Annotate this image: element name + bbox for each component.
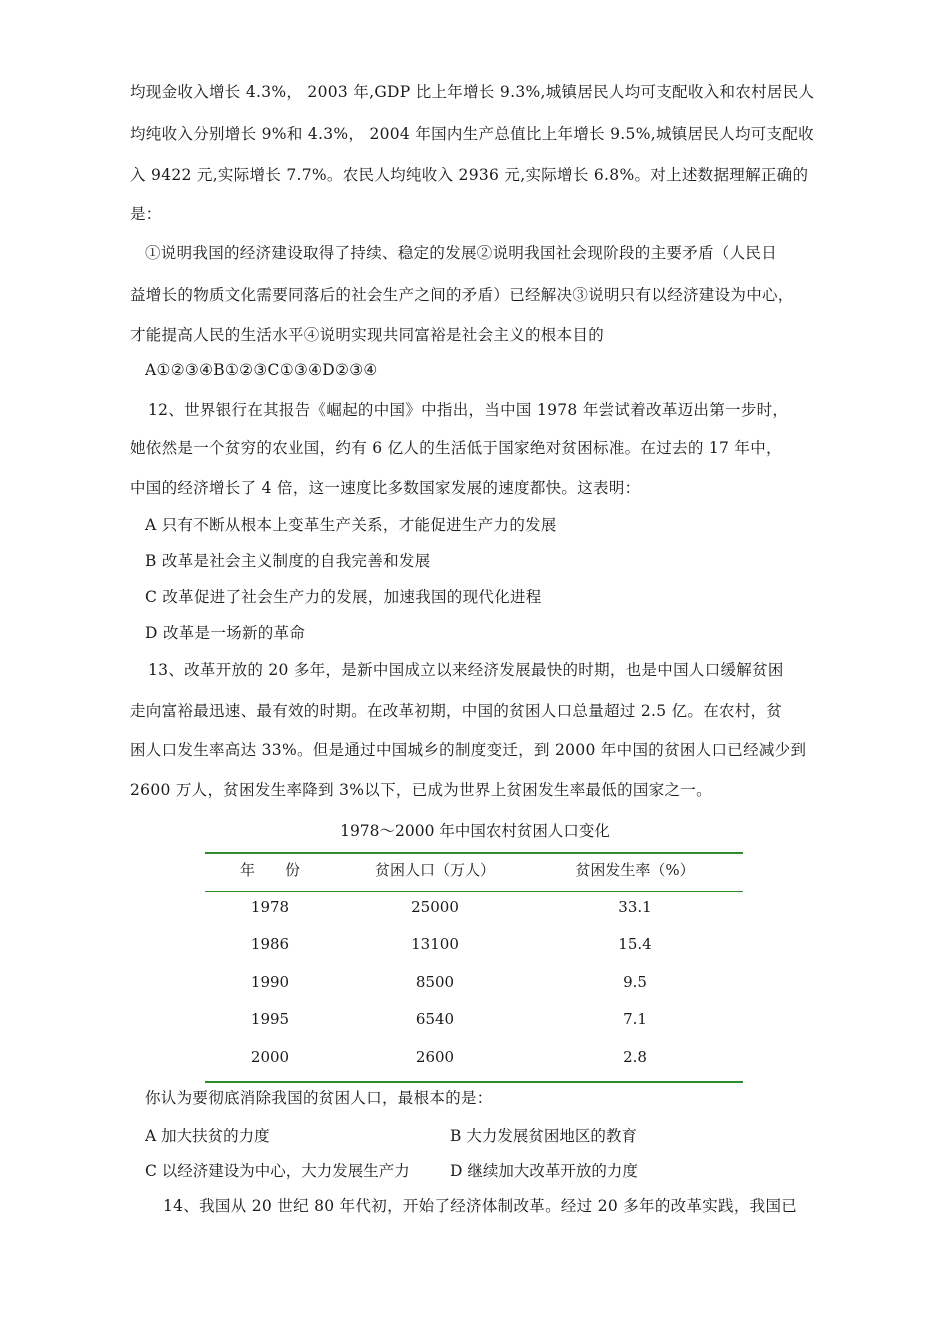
table-cell-rate: 7.1 bbox=[623, 1010, 647, 1028]
table-cell-population: 8500 bbox=[415, 973, 455, 991]
paragraph-line: 2600 万人，贫困发生率降到 3%以下，已成为世界上贫困发生率最低的国家之一。 bbox=[130, 781, 712, 799]
table-cell-rate: 15.4 bbox=[618, 935, 652, 953]
paragraph-line: 是： bbox=[130, 205, 162, 223]
table-cell-year: 1978 bbox=[250, 898, 290, 916]
paragraph-line: 均纯收入分别增长 9%和 4.3%， 2004 年国内生产总值比上年增长 9.5%,城镇居民人均可支配收 bbox=[130, 125, 814, 143]
paragraph-line: 才能提高人民的生活水平④说明实现共同富裕是社会主义的根本目的 bbox=[130, 326, 605, 344]
table-cell-population: 25000 bbox=[411, 898, 459, 916]
table-cell-rate: 2.8 bbox=[623, 1048, 647, 1066]
paragraph-line: 中国的经济增长了 4 倍，这一速度比多数国家发展的速度都快。这表明： bbox=[130, 479, 641, 497]
table-top-rule bbox=[205, 852, 743, 854]
table-cell-population: 6540 bbox=[415, 1010, 455, 1028]
table-cell-year: 2000 bbox=[250, 1048, 290, 1066]
option-d: D 改革是一场新的革命 bbox=[145, 624, 306, 642]
question-13-line: 13、改革开放的 20 多年，是新中国成立以来经济发展最快的时期，也是中国人口缓解贫困 bbox=[148, 661, 784, 679]
table-cell-year: 1986 bbox=[250, 935, 290, 953]
table-caption: 1978～2000 年中国农村贫困人口变化 bbox=[340, 822, 610, 840]
option-c: C 以经济建设为中心，大力发展生产力 bbox=[145, 1162, 410, 1180]
paragraph-line: 困人口发生率高达 33%。但是通过中国城乡的制度变迁，到 2000 年中国的贫困人口已经减少到 bbox=[130, 741, 807, 759]
table-cell-year: 1990 bbox=[250, 973, 290, 991]
option-b: B 改革是社会主义制度的自我完善和发展 bbox=[145, 552, 431, 570]
option-a: A 只有不断从根本上变革生产关系，才能促进生产力的发展 bbox=[145, 516, 557, 534]
question-line: 你认为要彻底消除我国的贫困人口，最根本的是： bbox=[145, 1089, 493, 1107]
paragraph-line: ①说明我国的经济建设取得了持续、稳定的发展②说明我国社会现阶段的主要矛盾（人民日 bbox=[145, 244, 778, 262]
table-cell-rate: 9.5 bbox=[623, 973, 647, 991]
table-cell-population: 2600 bbox=[415, 1048, 455, 1066]
table-header-population: 贫困人口（万人） bbox=[374, 861, 496, 879]
table-header-year: 年 份 bbox=[239, 861, 301, 879]
table-cell-population: 13100 bbox=[411, 935, 459, 953]
paragraph-line: 走向富裕最迅速、最有效的时期。在改革初期，中国的贫困人口总量超过 2.5 亿。在农村，贫 bbox=[130, 702, 783, 720]
table-header-rate: 贫困发生率（%） bbox=[575, 861, 695, 879]
paragraph-line: 益增长的物质文化需要同落后的社会生产之间的矛盾）已经解决③说明只有以经济建设为中心， bbox=[130, 286, 794, 304]
table-cell-rate: 33.1 bbox=[618, 898, 652, 916]
table-cell-year: 1995 bbox=[250, 1010, 290, 1028]
question-14-line: 14、我国从 20 世纪 80 年代初，开始了经济体制改革。经过 20 多年的改革实践，我国已 bbox=[163, 1197, 798, 1215]
option-c: C 改革促进了社会生产力的发展，加速我国的现代化进程 bbox=[145, 588, 542, 606]
paragraph-line: 她依然是一个贫穷的农业国，约有 6 亿人的生活低于国家绝对贫困标准。在过去的 17 年中， bbox=[130, 439, 782, 457]
option-a: A 加大扶贫的力度 bbox=[145, 1127, 270, 1145]
option-b: B 大力发展贫困地区的教育 bbox=[450, 1127, 637, 1145]
question-12-line: 12、世界银行在其报告《崛起的中国》中指出，当中国 1978 年尝试着改革迈出第一步时， bbox=[148, 401, 789, 419]
paragraph-line: 均现金收入增长 4.3%， 2003 年,GDP 比上年增长 9.3%,城镇居民人均可支配收入和农村居民人 bbox=[130, 83, 815, 101]
table-header-rule bbox=[205, 891, 743, 892]
option-d: D 继续加大改革开放的力度 bbox=[450, 1162, 638, 1180]
paragraph-line: 入 9422 元,实际增长 7.7%。农民人均纯收入 2936 元,实际增长 6.8%。对上述数据理解正确的 bbox=[130, 166, 809, 184]
table-bottom-rule bbox=[205, 1081, 743, 1083]
answer-options-line: A①②③④B①②③C①③④D②③④ bbox=[145, 361, 378, 379]
